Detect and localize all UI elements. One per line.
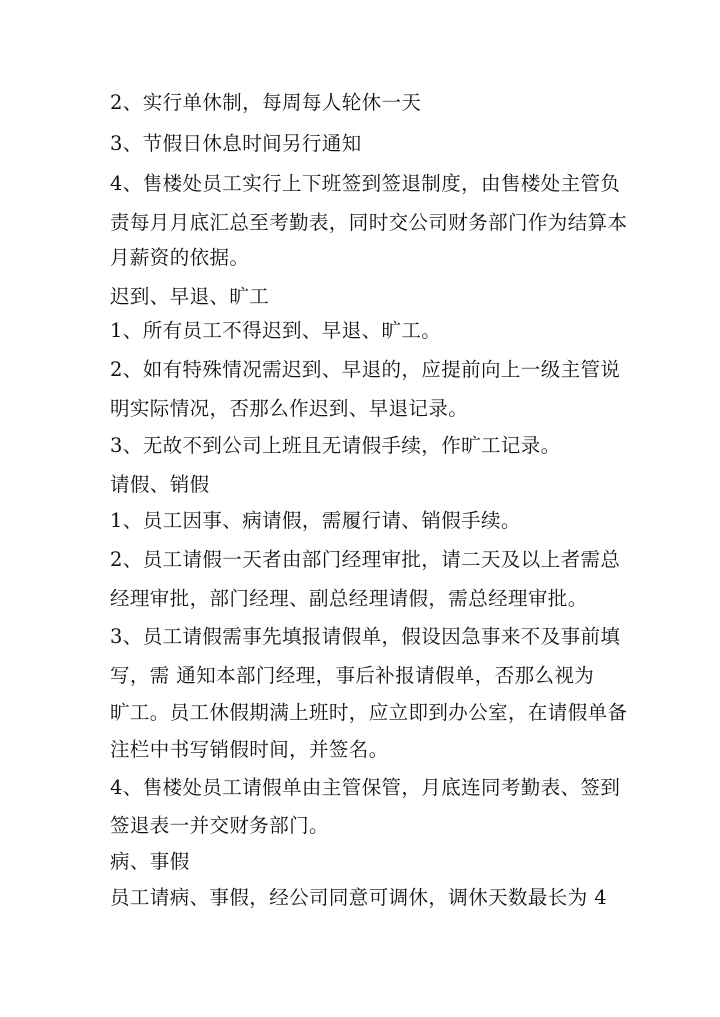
text-line: 责每月月底汇总至考勤表，同时交公司财务部门作为结算本 bbox=[110, 211, 628, 234]
text-line: 3、节假日休息时间另行通知 bbox=[110, 132, 362, 155]
text-line: 旷工。员工休假期满上班时，应立即到办公室，在请假单备 bbox=[110, 701, 628, 724]
text-line: 明实际情况，否那么作迟到、早退记录。 bbox=[110, 397, 469, 420]
text-line: 3、员工请假需事先填报请假单，假设因急事来不及事前填 bbox=[110, 625, 621, 648]
text-line: 2、如有特殊情况需迟到、早退的，应提前向上一级主管说 bbox=[110, 358, 621, 381]
text-line: 1、所有员工不得迟到、早退、旷工。 bbox=[110, 319, 442, 342]
text-line: 经理审批，部门经理、副总经理请假，需总经理审批。 bbox=[110, 587, 588, 610]
text-line: 2、实行单休制，每周每人轮休一天 bbox=[110, 91, 422, 114]
text-line: 签退表一并交财务部门。 bbox=[110, 814, 329, 837]
text-line: 4、售楼处员工实行上下班签到签退制度，由售楼处主管负 bbox=[110, 172, 621, 195]
text-line: 2、员工请假一天者由部门经理审批，请二天及以上者需总 bbox=[110, 548, 621, 571]
text-line: 注栏中书写销假时间，并签名。 bbox=[110, 738, 389, 761]
text-line: 写，需 通知本部门经理，事后补报请假单，否那么视为 bbox=[110, 664, 595, 687]
section-heading: 请假、销假 bbox=[110, 473, 210, 496]
text-line: 员工请病、事假，经公司同意可调休，调休天数最长为 4 bbox=[110, 886, 608, 909]
text-line: 3、无故不到公司上班且无请假手续，作旷工记录。 bbox=[110, 434, 561, 457]
text-line: 1、员工因事、病请假，需履行请、销假手续。 bbox=[110, 509, 521, 532]
text-line: 月薪资的依据。 bbox=[110, 246, 250, 269]
section-heading: 病、事假 bbox=[110, 850, 190, 873]
text-line: 4、售楼处员工请假单由主管保管，月底连同考勤表、签到 bbox=[110, 776, 621, 799]
section-heading: 迟到、早退、旷工 bbox=[110, 285, 270, 308]
